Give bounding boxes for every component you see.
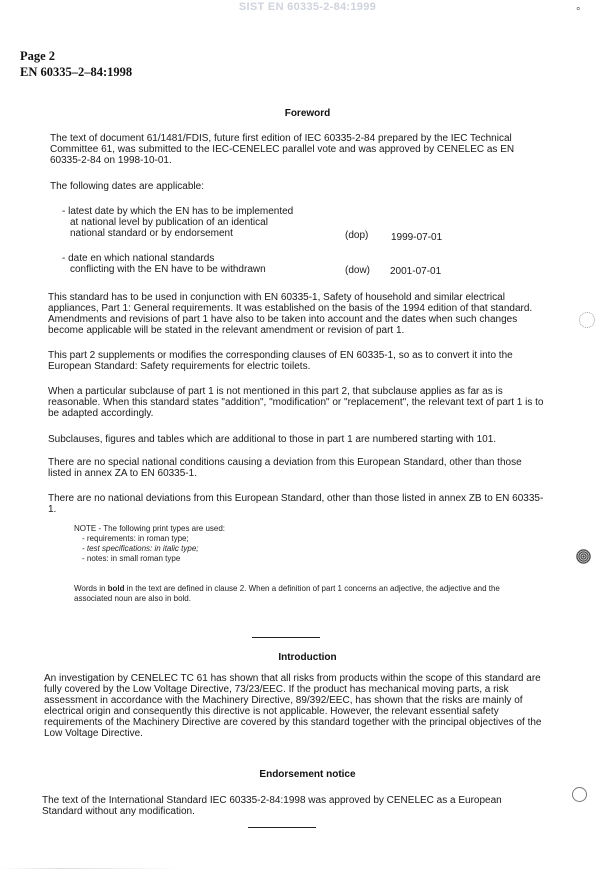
date-item-dow-code: (dow) <box>345 265 371 276</box>
introduction-title: Introduction <box>278 652 337 663</box>
print-types-note <box>74 524 534 564</box>
note-item: - requirements: in roman type; <box>82 534 189 543</box>
note-title: NOTE - The following print types are used: <box>74 524 226 533</box>
punch-hole-mark <box>579 312 595 328</box>
dates-intro: The following dates are applicable: <box>50 181 204 192</box>
date-item-dow-date: 2001-07-01 <box>390 266 442 277</box>
foreword-title: Foreword <box>284 108 331 119</box>
note-item: - test specifications: in italic type; <box>82 544 199 553</box>
section-divider <box>248 827 316 828</box>
introduction-paragraph: An investigation by CENELEC TC 61 has shown that all risks from products within the scope of this standard are fully covered by the Low Voltage Directive, 73/23/EEC. If the product has mechanical moving parts, a risk assessment in accordance with the Machinery Directive, 89/392/EEC, has shown that the risks are mainly of electrical origin and consequently this directive is not applicable. However, the relevant essential safety requirements of the Machinery Directive are covered by this standard together with the principal objectives of the Low Voltage Directive. <box>44 673 542 739</box>
foreword-paragraph-1: The text of document 61/1481/FDIS, future first edition of IEC 60335-2-84 prepared by the IEC Technical Committee 61, was submitted to the IEC-CENELEC parallel vote and was approved by CENELEC as EN 60335-2-84 on 1998-10-01. <box>50 133 515 166</box>
bold-definition-note: Words in bold in the text are defined in clause 2. When a definition of part 1 concerns an adjective, the adjective and the associated noun are also in bold. <box>74 584 500 603</box>
foreword-paragraph-6: There are no special national conditions causing a deviation from this European Standard, other than those listed in annex ZA to EN 60335-1. <box>48 457 522 479</box>
foreword-paragraph-2: This standard has to be used in conjunction with EN 60335-1, Safety of household and similar electrical appliances, Part 1: General requirements. It was established on the basis of the 1994 edition of that standard. Amendments and revisions of part 1 have also to be taken into account and the dates when such changes become applicable will be stated in the relevant amendment or revision of part 1. <box>48 292 533 336</box>
endorsement-paragraph: The text of the International Standard IEC 60335-2-84:1998 was approved by CENELEC as a European Standard without any modification. <box>42 795 502 817</box>
foreword-paragraph-3: This part 2 supplements or modifies the corresponding clauses of EN 60335-1, so as to convert it into the European Standard: Safety requirements for electric toilets. <box>48 350 513 372</box>
foreword-paragraph-5: Subclauses, figures and tables which are additional to those in part 1 are numbered starting with 101. <box>48 434 497 445</box>
punch-hole-mark <box>576 549 591 564</box>
standard-number: EN 60335–2–84:1998 <box>20 65 133 79</box>
scan-edge <box>0 868 615 869</box>
endorsement-title: Endorsement notice <box>259 769 356 780</box>
page-number: Page 2 <box>20 49 56 63</box>
note-item: - notes: in small roman type <box>82 554 181 563</box>
date-item-dop-date: 1999-07-01 <box>391 232 443 243</box>
foreword-paragraph-4: When a particular subclause of part 1 is not mentioned in this part 2, that subclause applies as far as is reasonable. When this standard states "addition", "modification" or "replacement", the relevant text of part 1 is to be adapted accordingly. <box>48 386 544 419</box>
punch-hole-mark <box>572 787 587 802</box>
page-header <box>20 48 132 80</box>
date-item-dop-code: (dop) <box>345 230 369 241</box>
watermark-header: SIST EN 60335-2-84:1999 <box>238 1 377 13</box>
section-divider <box>252 637 320 638</box>
foreword-paragraph-7: There are no national deviations from this European Standard, other than those listed in annex ZB to EN 60335-1. <box>48 493 544 515</box>
scan-corner-mark: ° <box>576 6 581 18</box>
date-item-dow-text: - date en which national standards conflicting with the EN have to be withdrawn <box>62 253 266 275</box>
date-item-dop-text: - latest date by which the EN has to be implemented at national level by publication of an identical national standard or by endorsement <box>62 206 294 239</box>
